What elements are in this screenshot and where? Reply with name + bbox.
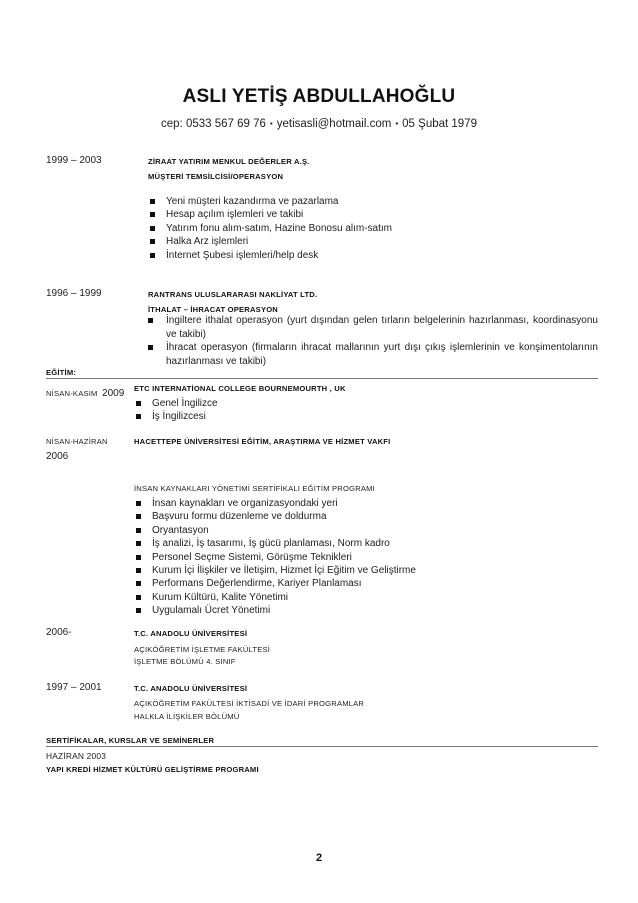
- experience-duties-list: [148, 195, 392, 262]
- education-year: 2006: [46, 451, 69, 462]
- list-item: Yeni müşteri kazandırma ve pazarlama: [148, 195, 392, 208]
- experience-company: ZİRAAT YATIRIM MENKUL DEĞERLER A.Ş.: [148, 157, 310, 166]
- list-item: Hesap açılım işlemleri ve takibi: [148, 208, 392, 221]
- education-school: T.C. ANADOLU ÜNİVERSİTESİ: [134, 684, 248, 693]
- experience-dates: 1999 – 2003: [46, 155, 102, 166]
- page-number: 2: [315, 852, 323, 864]
- certificate-date: HAZİRAN 2003: [46, 751, 107, 761]
- bullet-icon: [150, 226, 155, 231]
- education-dates: NİSAN-KASIM 2009: [46, 388, 125, 399]
- bullet-icon: [136, 541, 141, 546]
- experience-dates: 1996 – 1999: [46, 288, 102, 299]
- education-program: İNSAN KAYNAKLARI YÖNETİMİ SERTİFİKALI EĞİTİM PROGRAMI: [134, 484, 375, 493]
- list-item: Genel İngilizce: [134, 397, 218, 410]
- bullet-icon: [136, 514, 141, 519]
- list-item: İnternet Şubesi işlemleri/help desk: [148, 249, 392, 262]
- list-item: Halka Arz işlemleri: [148, 235, 392, 248]
- list-item: Başvuru formu düzenleme ve doldurma: [134, 510, 416, 523]
- education-faculty: AÇIKÖĞRETİM İŞLETME FAKÜLTESİ: [134, 645, 271, 654]
- bullet-icon: [148, 318, 153, 323]
- list-item: İnsan kaynakları ve organizasyondaki yeri: [134, 497, 416, 510]
- person-name: ASLI YETİŞ ABDULLAHOĞLU: [182, 86, 456, 107]
- bullet-icon: [150, 212, 155, 217]
- experience-position: MÜŞTERİ TEMSİLCİSİ/OPERASYON: [148, 172, 284, 181]
- bullet-icon: [136, 595, 141, 600]
- bullet-icon: [148, 345, 153, 350]
- list-item: Performans Değerlendirme, Kariyer Planlaması: [134, 577, 416, 590]
- contact-line: [0, 118, 638, 130]
- section-title-education: EĞİTİM:: [46, 368, 77, 377]
- experience-position: İTHALAT – İHRACAT OPERASYON: [148, 305, 278, 314]
- birth-date: 05 Şubat 1979: [402, 118, 477, 130]
- list-item: Uygulamalı Ücret Yönetimi: [134, 604, 416, 617]
- list-item: Personel Seçme Sistemi, Görüşme Teknikleri: [134, 551, 416, 564]
- list-item: Kurum İçi İlişkiler ve İletişim, Hizmet İçi Eğitim ve Geliştirme: [134, 564, 416, 577]
- education-dates: NİSAN-HAZİRAN: [46, 437, 108, 446]
- education-dates: 1997 – 2001: [46, 682, 102, 693]
- education-faculty: AÇIKÖĞRETİM FAKÜLTESİ İKTİSADİ VE İDARİ PROGRAMLAR: [134, 699, 365, 708]
- education-school: T.C. ANADOLU ÜNİVERSİTESİ: [134, 629, 248, 638]
- list-item: Kurum Kültürü, Kalite Yönetimi: [134, 591, 416, 604]
- separator-bullet: ▪: [395, 119, 399, 128]
- section-divider: [46, 378, 598, 379]
- bullet-icon: [136, 414, 141, 419]
- education-dates: 2006-: [46, 627, 72, 638]
- list-item: İş İngilizcesi: [134, 410, 218, 423]
- list-item: Yatırım fonu alım-satım, Hazine Bonosu alım-satım: [148, 222, 392, 235]
- list-item: İş analizi, İş tasarımı, İş gücü planlaması, Norm kadro: [134, 537, 416, 550]
- bullet-icon: [136, 608, 141, 613]
- bullet-icon: [136, 501, 141, 506]
- bullet-icon: [150, 253, 155, 258]
- education-course-list: [134, 397, 218, 424]
- list-item: İngiltere ithalat operasyon (yurt dışından gelen tırların belgelerinin hazırlanması, koordinasyonu ve takibi): [166, 314, 598, 341]
- bullet-icon: [136, 581, 141, 586]
- education-department: İŞLETME BÖLÜMÜ 4. SINIF: [134, 657, 236, 666]
- email-address: yetisasli@hotmail.com: [276, 118, 392, 130]
- education-department: HALKLA İLİŞKİLER BÖLÜMÜ: [134, 712, 240, 721]
- section-title-certificates: SERTİFİKALAR, KURSLAR VE SEMİNERLER: [46, 736, 215, 745]
- bullet-icon: [150, 199, 155, 204]
- education-school: HACETTEPE ÜNİVERSİTESİ EĞİTİM, ARAŞTIRMA VE HİZMET VAKFI: [134, 437, 391, 446]
- section-divider: [46, 746, 598, 747]
- bullet-icon: [136, 568, 141, 573]
- bullet-icon: [136, 528, 141, 533]
- bullet-icon: [150, 239, 155, 244]
- education-course-list: [134, 497, 416, 618]
- separator-bullet: ▪: [269, 119, 273, 128]
- list-item: İhracat operasyon (firmaların ihracat mallarının yurt dışı çıkış işlemlerinin ve konşimentolarının hazırlanması ve takibi): [166, 341, 598, 368]
- experience-company: RANTRANS ULUSLARARASI NAKLİYAT LTD.: [148, 290, 318, 299]
- bullet-icon: [136, 555, 141, 560]
- bullet-icon: [136, 401, 141, 406]
- phone-number: cep: 0533 567 69 76: [161, 118, 266, 130]
- certificate-name: YAPI KREDİ HİZMET KÜLTÜRÜ GELİŞTİRME PROGRAMI: [46, 765, 259, 774]
- list-item: Oryantasyon: [134, 524, 416, 537]
- education-school: ETC INTERNATİONAL COLLEGE BOURNEMOURTH , UK: [134, 384, 346, 393]
